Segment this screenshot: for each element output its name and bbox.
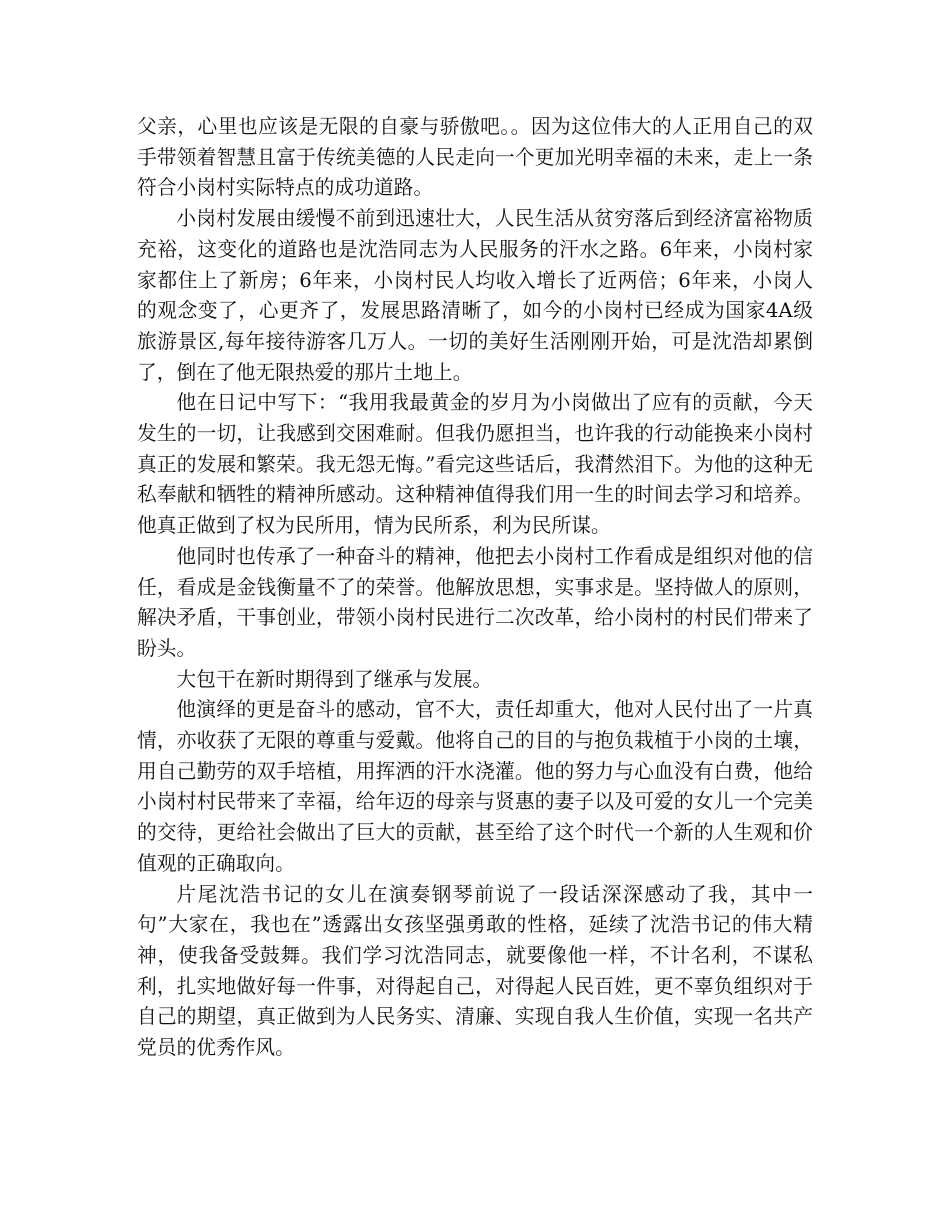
paragraph-4: 他同时也传承了一种奋斗的精神，他把去小岗村工作看成是组织对他的信任，看成是金钱衡量不了的荣誉。他解放思想，实事求是。坚持做人的原则，解决矛盾，干事创业，带领小岗村民进行二次改革，给小岗村的村民们带来了盼头。	[137, 544, 813, 660]
paragraph-5: 大包干在新时期得到了继承与发展。	[176, 667, 493, 691]
paragraph-1: 父亲，心里也应该是无限的自豪与骄傲吧。。因为这位伟大的人正用自己的双手带领着智慧且富于传统美德的人民走向一个更加光明幸福的未来，走上一条符合小岗村实际特点的成功道路。	[137, 115, 813, 200]
paragraph-2: 小岗村发展由缓慢不前到迅速壮大，人民生活从贫穷落后到经济富裕物质充裕，这变化的道路也是沈浩同志为人民服务的汗水之路。6年来，小岗村家家都住上了新房；6年来，小岗村民人均收入增长了近两倍；6年来，小岗人的观念变了，心更齐了，发展思路清晰了，如今的小岗村已经成为国家4A级旅游景区,每年接待游客几万人。一切的美好生活刚刚开始，可是沈浩却累倒了，倒在了他无限热爱的那片土地上。	[137, 207, 813, 384]
paragraph-6: 他演绎的更是奋斗的感动，官不大，责任却重大，他对人民付出了一片真情，亦收获了无限的尊重与爱戴。他将自己的目的与抱负栽植于小岗的土壤，用自己勤劳的双手培植，用挥洒的汗水浇灌。他的努力与心血没有白费，他给小岗村村民带来了幸福，给年迈的母亲与贤惠的妻子以及可爱的女儿一个完美的交待，更给社会做出了巨大的贡献，甚至给了这个时代一个新的人生观和价值观的正确取向。	[137, 698, 813, 875]
paragraph-7: 片尾沈浩书记的女儿在演奏钢琴前说了一段话深深感动了我，其中一句”大家在，我也在”透露出女孩坚强勇敢的性格，延续了沈浩书记的伟大精神，使我备受鼓舞。我们学习沈浩同志，就要像他一样，不计名利，不谋私利，扎实地做好每一件事，对得起自己，对得起人民百姓，更不辜负组织对于自己的期望，真正做到为人民务实、清廉、实现自我人生价值，实现一名共产党员的优秀作风。	[137, 882, 813, 1060]
paragraph-3: 他在日记中写下：“我用我最黄金的岁月为小岗做出了应有的贡献，今天发生的一切，让我感到交困难耐。但我仍愿担当，也许我的行动能换来小岗村真正的发展和繁荣。我无怨无悔。”看完这些话后，我潸然泪下。为他的这种无私奉献和牺牲的精神所感动。这种精神值得我们用一生的时间去学习和培养。他真正做到了权为民所用，情为民所系，利为民所谋。	[137, 391, 813, 538]
document-body	[137, 112, 813, 1064]
